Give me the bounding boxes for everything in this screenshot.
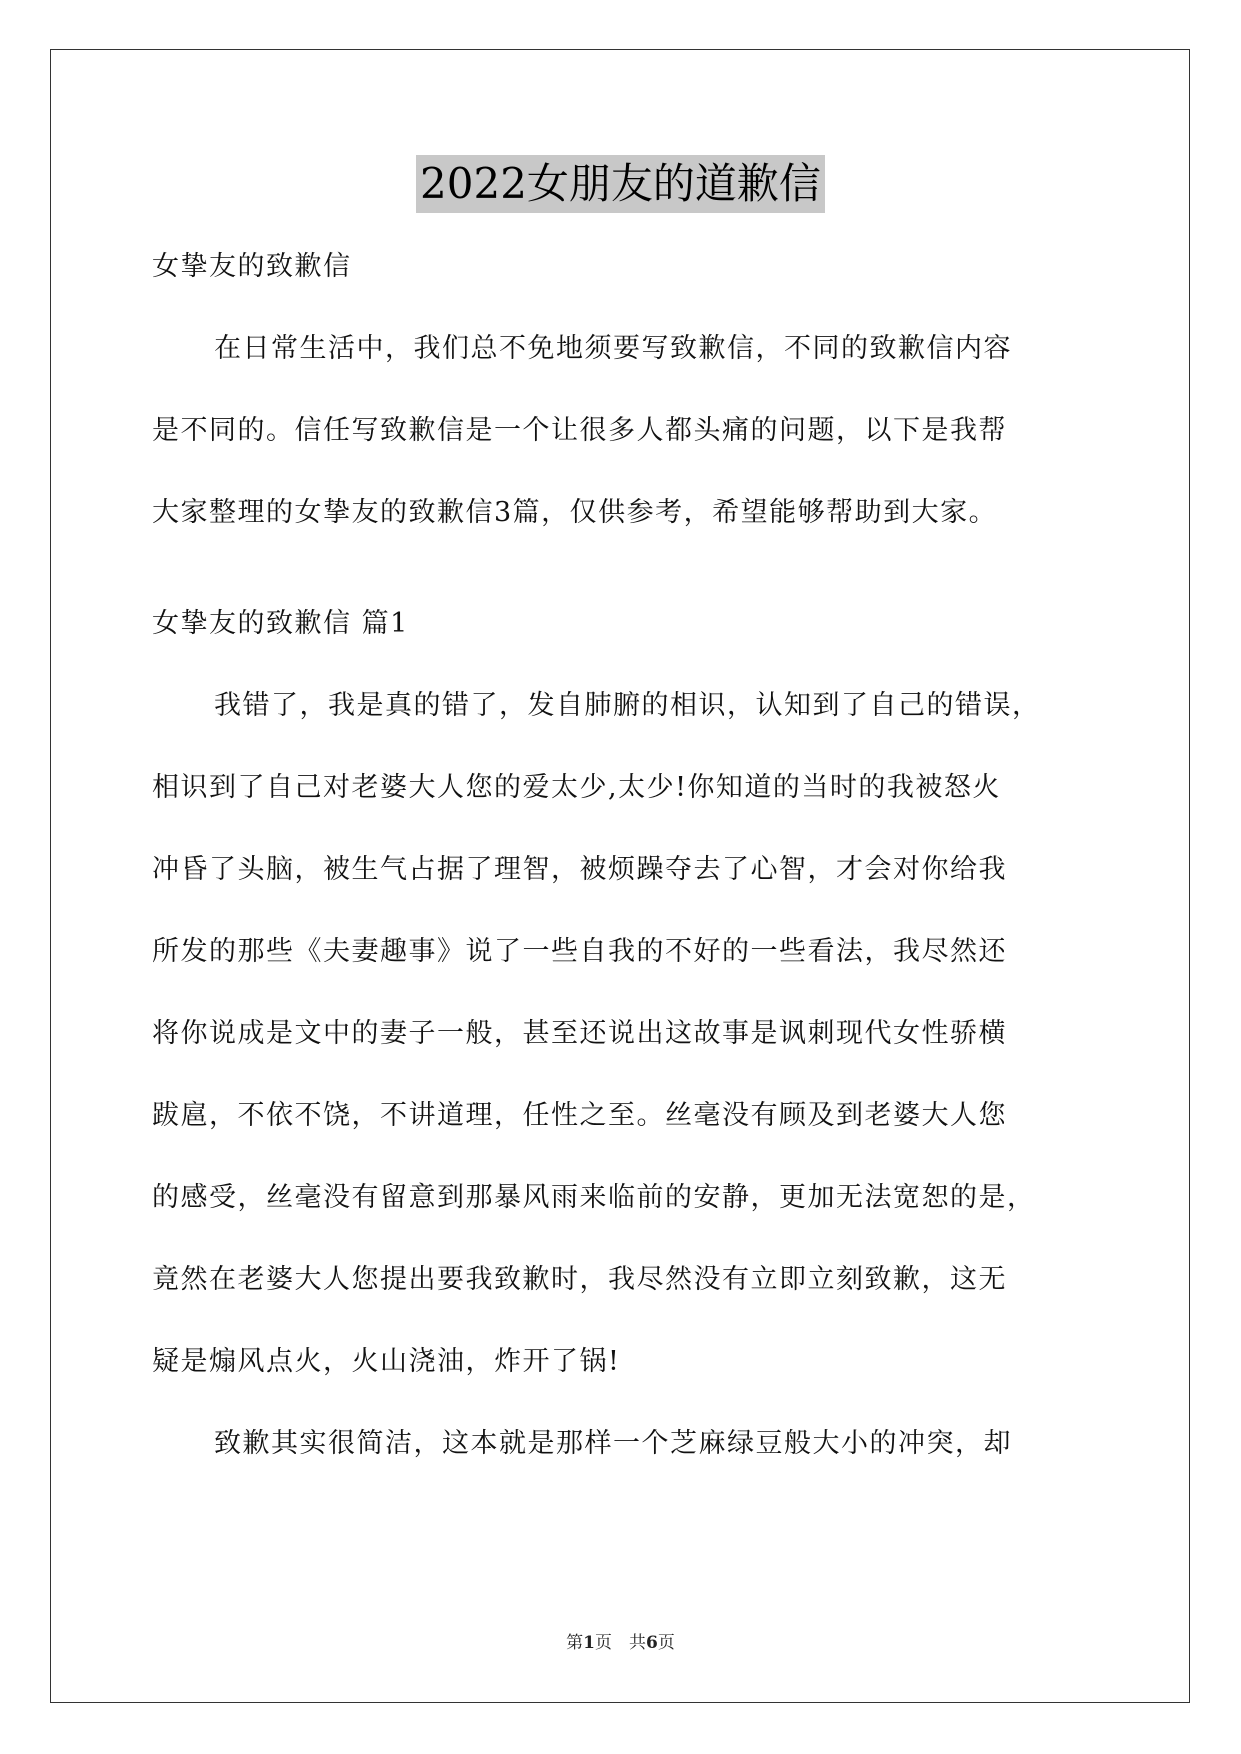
paragraph-line: 在日常生活中，我们总不免地须要写致歉信，不同的致歉信内容 (214, 333, 1012, 364)
footer-page-total: 6 (646, 1633, 658, 1653)
intro-heading: 女挚友的致歉信 (152, 251, 352, 282)
document-body-section-1 (152, 583, 1092, 1485)
footer-page-prefix: 第 (566, 1633, 584, 1653)
paragraph-line: 相识到了自己对老婆大人您的爱太少,太少!你知道的当时的我被怒火 (152, 772, 1001, 803)
footer-page-middle: 页 共 (595, 1633, 646, 1653)
paragraph-line: 疑是煽风点火，火山浇油，炸开了锅! (152, 1346, 621, 1377)
paragraph-line: 将你说成是文中的妻子一般，甚至还说出这故事是讽刺现代女性骄横 (152, 1018, 1007, 1049)
paragraph-line: 致歉其实很简洁，这本就是那样一个芝麻绿豆般大小的冲突，却 (214, 1428, 1012, 1459)
paragraph-line: 是不同的。信任写致歉信是一个让很多人都头痛的问题，以下是我帮 (152, 415, 1007, 446)
paragraph-line: 冲昏了头脑，被生气占据了理智，被烦躁夺去了心智，才会对你给我 (152, 854, 1007, 885)
paragraph-line: 的感受，丝毫没有留意到那暴风雨来临前的安静，更加无法宽恕的是， (152, 1182, 1036, 1213)
footer-page-suffix: 页 (657, 1633, 675, 1653)
footer-page-current: 1 (583, 1633, 595, 1653)
section-heading: 女挚友的致歉信 篇1 (152, 608, 409, 639)
document-title: 2022女朋友的道歉信 (416, 155, 825, 213)
paragraph-line: 所发的那些《夫妻趣事》说了一些自我的不好的一些看法，我尽然还 (152, 936, 1007, 967)
paragraph-line: 大家整理的女挚友的致歉信3篇，仅供参考，希望能够帮助到大家。 (152, 497, 998, 528)
page-footer (0, 1628, 1241, 1653)
paragraph-line: 我错了，我是真的错了，发自肺腑的相识，认知到了自己的错误， (214, 690, 1041, 721)
title-container (0, 155, 1241, 213)
paragraph-line: 竟然在老婆大人您提出要我致歉时，我尽然没有立即立刻致歉，这无 (152, 1264, 1007, 1295)
document-body (152, 226, 1092, 554)
paragraph-line: 跋扈，不依不饶，不讲道理，任性之至。丝毫没有顾及到老婆大人您 (152, 1100, 1007, 1131)
